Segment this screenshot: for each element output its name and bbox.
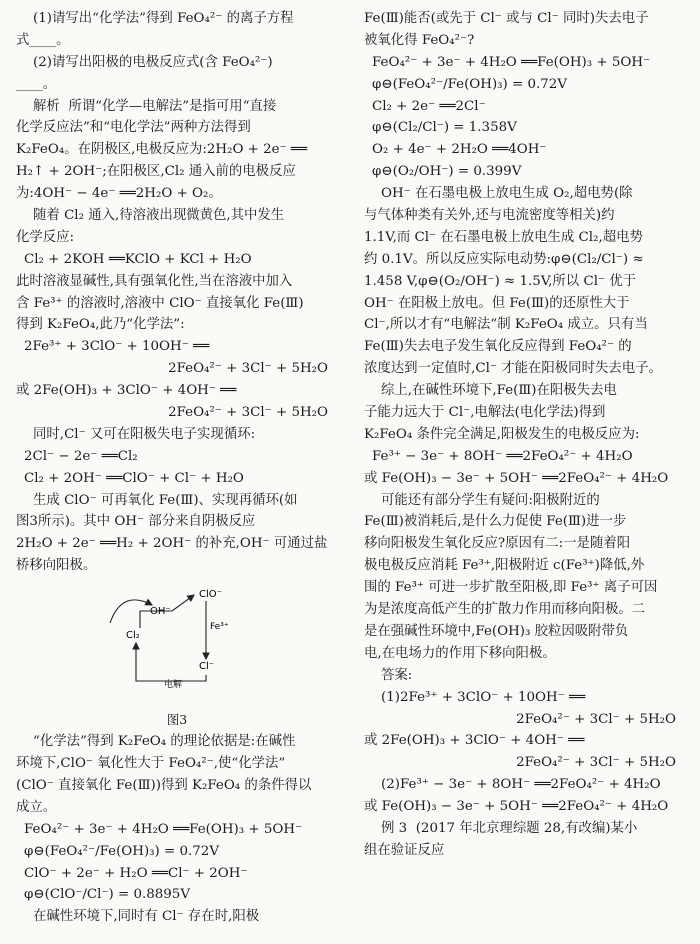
right-text-block [364,8,686,862]
text-line: 或 2Fe(OH)₃ + 3ClO⁻ + 4OH⁻ ══ [364,733,585,749]
text-line: φ⊖(FeO₄²⁻/Fe(OH)₃) = 0.72V [24,843,219,859]
cl2-label: Cl₂ [126,630,140,642]
text-line: 环境下,ClO⁻ 氧化性大于 FeO₄²⁻,使“化学法” [16,756,286,772]
text-line: 是在强碱性环境中,Fe(OH)₃ 胶粒因吸附带负 [364,623,629,639]
text-line: ClO⁻ + 2e⁻ + H₂O ══Cl⁻ + 2OH⁻ [24,865,248,881]
text-line: OH⁻ 在石墨电极上放电生成 O₂,超电势(除 [364,186,633,202]
text-line: H₂↑ + 2OH⁻;在阳极区,Cl₂ 通入前的电极反应 [16,164,296,180]
text-line: 可能还有部分学生有疑问:阳极附近的 [364,492,600,508]
text-line: 或 2Fe(OH)₃ + 3ClO⁻ + 4OH⁻ ══ [16,383,237,399]
text-line: φ⊖(FeO₄²⁻/Fe(OH)₃) = 0.72V [372,76,567,92]
text-line: Fe³⁺ − 3e⁻ + 8OH⁻ ══2FeO₄²⁻ + 4H₂O [372,448,633,464]
right-column [364,8,686,862]
text-line: Cl₂ + 2OH⁻ ══ClO⁻ + Cl⁻ + H₂O [24,470,244,486]
text-line: 电,在电场力的作用下移向阳极。 [364,645,556,661]
text-line: 极电极反应消耗 Fe³⁺,阳极附近 c(Fe³⁺)降低,外 [364,558,645,574]
text-line: 组在验证反应 [364,842,445,858]
text-line: (2)请写出阳极的电极反应式(含 FeO₄²⁻) [16,54,273,70]
electrolysis-label: 电解 [164,680,183,691]
text-line: 或 Fe(OH)₃ − 3e⁻ + 5OH⁻ ══2FeO₄²⁻ + 4H₂O [364,799,669,815]
text-line: 化学反应: [16,229,75,245]
text-line: φ⊖(O₂/OH⁻) = 0.399V [372,164,522,180]
text-line: 桥移向阳极。 [16,558,97,574]
cycle-diagram [102,583,252,703]
text-line: 1.458 V,φ⊖(O₂/OH⁻) ≈ 1.5V,所以 Cl⁻ 优于 [364,273,637,289]
text-line: 得到 K₂FeO₄,此乃“化学法”: [16,317,185,333]
text-line: φ⊖(Cl₂/Cl⁻) = 1.358V [372,120,517,136]
text-line: 图3所示)。其中 OH⁻ 部分来自阴极反应 [16,514,256,530]
text-line: OH⁻ 在阳极上放电。但 Fe(Ⅲ)的还原性大于 [364,295,630,311]
left-column [16,8,338,928]
text-line: 同时,Cl⁻ 又可在阳极失电子实现循环: [16,426,256,442]
text-line: 解析 所谓“化学—电解法”是指可用“直接 [16,98,277,114]
text-line: Fe(Ⅲ)能否(或先于 Cl⁻ 或与 Cl⁻ 同时)失去电子 [364,11,649,26]
text-line: Cl⁻,所以才有“电解法”制 K₂FeO₄ 成立。只有当 [364,317,648,333]
text-line: 2Cl⁻ − 2e⁻ ══Cl₂ [24,448,138,464]
text-line: K₂FeO₄。在阴极区,电极反应为:2H₂O + 2e⁻ ══ [16,142,308,158]
text-line: 为:4OH⁻ − 4e⁻ ══2H₂O + O₂。 [16,186,222,202]
text-line: 例 3 (2017 年北京理综题 28,有改编)某小 [364,820,638,836]
text-line: 约 0.1V。所以反应实际电动势:φ⊖(Cl₂/Cl⁻) ≈ [364,251,644,267]
oh-label: OH⁻ [150,606,171,618]
text-line: (1)2Fe³⁺ + 3ClO⁻ + 10OH⁻ ══ [364,689,586,705]
text-line: FeO₄²⁻ + 3e⁻ + 4H₂O ══Fe(OH)₃ + 5OH⁻ [24,821,303,837]
text-line: 或 Fe(OH)₃ − 3e⁻ + 5OH⁻ ══2FeO₄²⁻ + 4H₂O [364,470,669,486]
cl-to-cl2-arrow [136,643,206,681]
text-line: 化学反应法”和“电化学法”两种方法得到 [16,120,251,136]
text-line: 生成 ClO⁻ 可再氧化 Fe(Ⅲ)、实现再循环(如 [16,492,298,508]
text-line: 式____。 [16,32,70,48]
text-line: 围的 Fe³⁺ 可进一步扩散至阳极,即 Fe³⁺ 离子可因 [364,580,658,596]
text-line: φ⊖(ClO⁻/Cl⁻) = 0.8895V [24,887,190,903]
text-line: 与气体种类有关外,还与电流密度等相关)约 [364,208,615,224]
text-line: O₂ + 4e⁻ + 2H₂O ══4OH⁻ [372,142,547,158]
text-line: 2H₂O + 2e⁻ ══H₂ + 2OH⁻ 的补充,OH⁻ 可通过盐 [16,536,328,552]
text-line: 2FeO₄²⁻ + 3Cl⁻ + 5H₂O [168,405,328,421]
text-line: 移向阳极发生氧化反应?原因有二:一是随着阳 [364,536,631,552]
text-line: 综上,在碱性环境下,Fe(Ⅲ)在阳极失去电 [364,383,617,399]
text-line: 1.1V,而 Cl⁻ 在石墨电极上放电生成 Cl₂,超电势 [364,229,643,245]
text-line: Cl₂ + 2KOH ══KClO + KCl + H₂O [24,251,252,267]
text-line: FeO₄²⁻ + 3e⁻ + 4H₂O ══Fe(OH)₃ + 5OH⁻ [372,54,651,70]
text-line: Fe(Ⅲ)失去电子发生氧化反应得到 FeO₄²⁻ 的 [364,339,632,355]
text-line: Fe(Ⅲ)被消耗后,是什么力促使 Fe(Ⅲ)进一步 [364,514,627,530]
text-line: 子能力远大于 Cl⁻,电解法(电化学法)得到 [364,405,606,421]
text-line: 2FeO₄²⁻ + 3Cl⁻ + 5H₂O [516,711,676,727]
text-line: 答案: [364,667,413,683]
text-line: 2FeO₄²⁻ + 3Cl⁻ + 5H₂O [168,361,328,377]
text-line: 被氧化得 FeO₄²⁻? [364,32,475,48]
figure-3 [16,577,338,709]
text-line: 含 Fe³⁺ 的溶液时,溶液中 ClO⁻ 直接氧化 Fe(Ⅲ) [16,295,304,311]
text-line: 2Fe³⁺ + 3ClO⁻ + 10OH⁻ ══ [24,339,210,355]
text-line: K₂FeO₄ 条件完全满足,阳极发生的电极反应为: [364,426,640,442]
fe3-label: Fe³⁺ [210,622,229,633]
left-text-block-2 [16,731,338,928]
text-line: (2)Fe³⁺ − 3e⁻ + 8OH⁻ ══2FeO₄²⁻ + 4H₂O [364,777,661,793]
text-line: “化学法”得到 K₂FeO₄ 的理论依据是:在碱性 [16,734,296,750]
text-line: 在碱性环境下,同时有 Cl⁻ 存在时,阳极 [16,909,260,925]
text-line: ____。 [16,76,57,92]
text-line: 此时溶液显碱性,具有强氧化性,当在溶液中加入 [16,273,293,289]
cl-label: Cl⁻ [199,661,215,673]
cl2-to-clo-arrow [140,595,194,628]
text-line: 成立。 [16,799,57,815]
text-line: (ClO⁻ 直接氧化 Fe(Ⅲ))得到 K₂FeO₄ 的条件得以 [16,777,312,793]
text-line: Cl₂ + 2e⁻ ══2Cl⁻ [372,98,486,114]
left-text-block [16,8,338,577]
text-line: 2FeO₄²⁻ + 3Cl⁻ + 5H₂O [516,755,676,771]
text-line: 浓度达到一定值时,Cl⁻ 才能在阳极同时失去电子。 [364,361,662,377]
text-line: 随着 Cl₂ 通入,待溶液出现微黄色,其中发生 [16,208,285,224]
figure-caption: 图3 [166,712,188,728]
text-line: (1)请写出“化学法”得到 FeO₄²⁻ 的离子方程 [16,11,294,26]
clo-label: ClO⁻ [199,589,222,601]
text-line: 为是浓度高低产生的扩散力作用而移向阳极。二 [364,602,646,618]
